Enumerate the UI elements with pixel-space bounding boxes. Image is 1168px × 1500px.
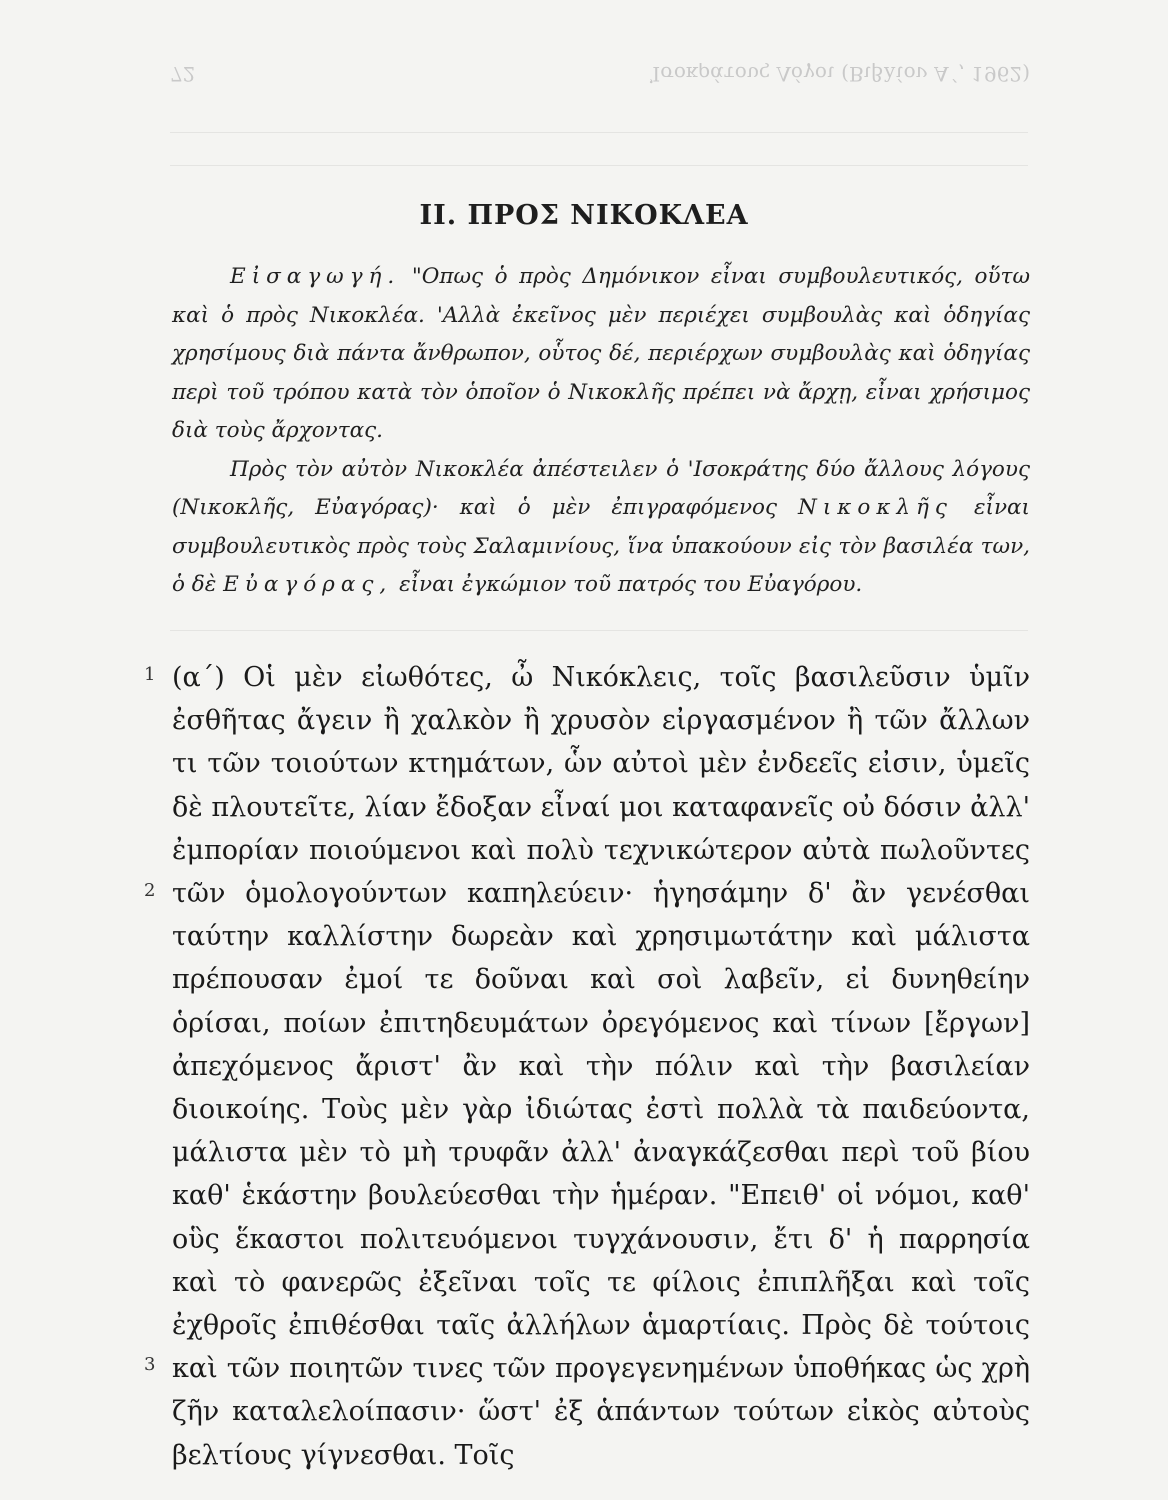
section-number: 3 — [144, 1354, 156, 1375]
text-paragraph: (α΄) Οἱ μὲν εἰωθότες, ὦ Νικόκλεις, τοῖς βασιλεῦσιν ὑμῖν ἐσθῆτας ἄγειν ἢ χαλκὸν ἢ χρυσὸν εἰργασμένον ἢ τῶν ἄλλων τι τῶν τοιούτων κτημάτων, ὧν αὐτοὶ μὲν ἐνδεεῖς εἰσιν, ὑμεῖς δὲ πλουτεῖτε, λίαν ἔδοξαν εἶναί μοι καταφανεῖς οὐ δόσιν ἀλλ' ἐμπορίαν ποιούμενοι καὶ πολὺ τεχνικώτερον αὐτὰ πωλοῦντες τῶν ὁμολογούντων καπηλεύειν· ἡγησάμην δ' ἂν γενέσθαι ταύτην καλλίστην δωρεὰν καὶ χρησιμωτάτην καὶ μάλιστα πρέπουσαν ἐμοί τε δοῦναι καὶ σοὶ λαβεῖν, εἰ δυνηθείην ὁρίσαι, ποίων ἐπιτηδευμάτων ὀρεγόμενος καὶ τίνων [ἔργων] ἀπεχόμενος ἄριστ' ἂν καὶ τὴν πόλιν καὶ τὴν βασιλείαν διοικοίης. Τοὺς μὲν γὰρ ἰδιώτας ἐστὶ πολλὰ τὰ παιδεύοντα, μάλιστα μὲν τὸ μὴ τρυφᾶν ἀλλ' ἀναγκάζεσθαι περὶ τοῦ βίου καθ' ἑκάστην βουλεύεσθαι τὴν ἡμέραν. "Επειθ' οἱ νόμοι, καθ' οὓς ἕκαστοι πολιτευόμενοι τυγχάνουσιν, ἔτι δ' ἡ παρρησία καὶ τὸ φανερῶς ἐξεῖναι τοῖς τε φίλοις ἐπιπλῆξαι καὶ τοῖς ἐχθροῖς ἐπιθέσθαι ταῖς ἀλλήλων ἁμαρτίαις. Πρὸς δὲ τούτοις καὶ τῶν ποιητῶν τινες τῶν προγεγενημένων ὑποθήκας ὡς χρὴ ζῆν καταλελοίπασιν· ὥστ' ἐξ ἁπάντων τούτων εἰκὸς αὐτοὺς βελτίους γίγνεσθαι. Τοῖς — [172, 662, 1030, 1471]
bleed-through-line — [170, 165, 1028, 166]
introduction — [172, 258, 1030, 605]
work-title-nikokles: Νικοκλῆς — [798, 495, 953, 520]
bleed-through-line — [170, 630, 1028, 631]
section-number: 1 — [144, 664, 156, 685]
intro-text: "Οπως ὁ πρὸς Δημόνικον εἶναι συμβουλευτικός, οὕτω καὶ ὁ πρὸς Νικοκλέα. 'Αλλὰ ἐκεῖνος μὲν περιέχει συμβουλὰς καὶ ὁδηγίας χρησίμους διὰ πάντα ἄνθρωπον, οὗτος δέ, περιέρχων συμβουλὰς καὶ ὁδηγίας περὶ τοῦ τρόπου κατὰ τὸν ὁποῖον ὁ Νικοκλῆς πρέπει νὰ ἄρχῃ, εἶναι χρήσιμος διὰ τοὺς ἄρχοντας. — [172, 264, 1030, 443]
work-title-euagoras: Εὐαγόρας, — [223, 572, 393, 597]
main-greek-text — [172, 656, 1030, 1477]
intro-paragraph — [172, 258, 1030, 451]
running-head: Ἰσοκράτους Λόγοι (Βιβλίον Α΄, 1962) — [649, 62, 1030, 86]
intro-text: εἶναι συμβουλευτικὸς πρὸς τοὺς Σαλαμινίους, ἵνα ὑπακούουν εἰς τὸν βασιλέα των, ὁ δὲ — [172, 495, 1030, 597]
bleed-through-line — [170, 132, 1028, 133]
intro-paragraph — [172, 451, 1030, 605]
page-title: ΙΙ. ΠΡΟΣ ΝΙΚΟΚΛΕΑ — [419, 200, 749, 231]
bleed-through-header — [170, 52, 1030, 92]
intro-text: Πρὸς τὸν αὐτὸν Νικοκλέα ἀπέστειλεν ὁ 'Ισοκράτης δύο ἄλλους λόγους (Νικοκλῆς, Εὐαγόρας)· καὶ ὁ μὲν ἐπιγραφόμενος — [172, 456, 1030, 520]
intro-label: Εἰσαγωγή. — [230, 264, 401, 289]
section-number: 2 — [144, 880, 156, 901]
page-number: 72 — [170, 62, 196, 86]
intro-text: εἶναι ἐγκώμιον τοῦ πατρός του Εὐαγόρου. — [399, 572, 863, 597]
